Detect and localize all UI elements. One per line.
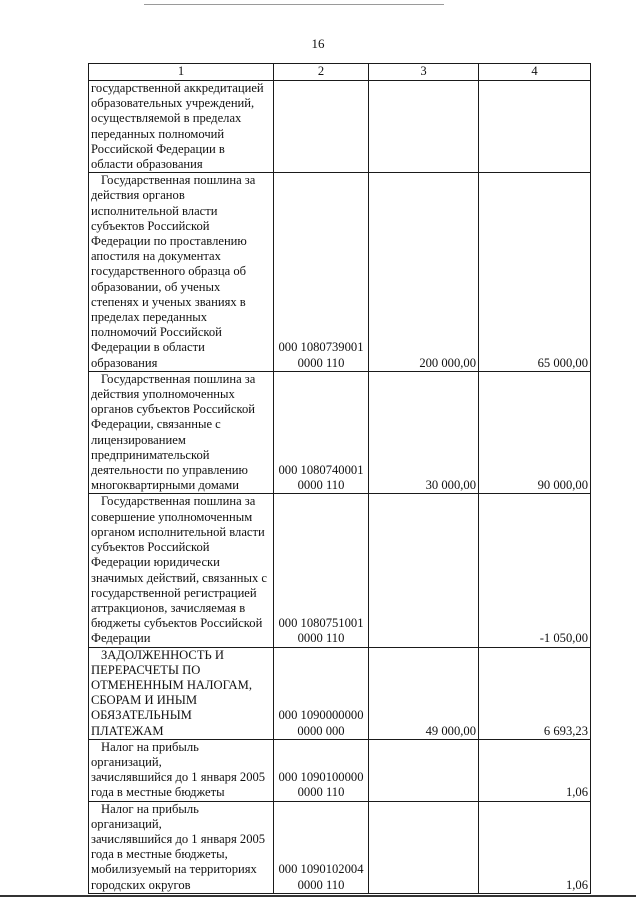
- name-line: апостиля на документах: [91, 249, 221, 264]
- row-value3-cell: [369, 494, 479, 647]
- name-line: городских округов: [91, 877, 191, 892]
- column-header-3: 3: [369, 64, 479, 81]
- table-row: [89, 494, 591, 647]
- row-name-cell: [89, 494, 274, 647]
- name-line: зачислявшийся до 1 января 2005: [91, 831, 266, 846]
- code-line: 000 1080739001: [278, 340, 364, 355]
- name-line: зачислявшийся до 1 января 2005: [91, 770, 266, 785]
- table-row: [89, 173, 591, 372]
- code-line: 0000 110: [297, 877, 345, 892]
- name-line: органов субъектов Российской: [91, 402, 255, 417]
- row-code-cell: [274, 739, 369, 801]
- name-line: значимых действий, связанных с: [91, 570, 268, 585]
- row-code-cell: [274, 801, 369, 893]
- row-value4-cell: 6 693,23: [479, 647, 591, 739]
- name-line: образования: [91, 355, 158, 370]
- row-name-cell: [89, 647, 274, 739]
- name-line: совершение уполномоченным: [91, 509, 253, 524]
- code-line: 000 1090102004: [278, 862, 364, 877]
- name-line: предпринимательской: [91, 447, 210, 462]
- name-line: мобилизуемый на территориях: [91, 862, 257, 877]
- table-row: [89, 647, 591, 739]
- name-line: исполнительной власти: [91, 203, 218, 218]
- row-name-cell: [89, 173, 274, 372]
- table-row: [89, 81, 591, 173]
- name-line: Государственная пошлина за: [101, 494, 256, 509]
- code-line: 0000 110: [297, 785, 345, 800]
- code-line: 0000 110: [297, 631, 345, 646]
- name-line: Российской Федерации в: [91, 141, 225, 156]
- name-line: аттракционов, зачисляемая в: [91, 600, 246, 615]
- name-line: действия уполномоченных: [91, 387, 235, 402]
- name-line: Федерации по проставлению: [91, 234, 247, 249]
- name-line: ОБЯЗАТЕЛЬНЫМ: [91, 708, 192, 723]
- name-line: образовательных учреждений,: [91, 96, 255, 111]
- code-line: 000 1090100000: [278, 770, 364, 785]
- row-code-cell: [274, 494, 369, 647]
- name-line: государственной регистрацией: [91, 585, 257, 600]
- name-line: Государственная пошлина за: [101, 371, 256, 386]
- name-line: ОТМЕНЕННЫМ НАЛОГАМ,: [91, 677, 252, 692]
- row-value3-cell: [369, 81, 479, 173]
- row-value4-cell: -1 050,00: [479, 494, 591, 647]
- name-line: пределах переданных: [91, 310, 208, 325]
- name-line: государственной аккредитацией: [91, 81, 264, 95]
- name-line: ЗАДОЛЖЕННОСТЬ И: [101, 647, 224, 662]
- code-line: 000 1090000000: [278, 708, 364, 723]
- name-line: Федерации в области: [91, 340, 205, 355]
- row-value3-cell: 30 000,00: [369, 371, 479, 494]
- name-line: года в местные бюджеты,: [91, 847, 228, 862]
- revenue-table: [88, 63, 591, 894]
- row-value4-cell: 65 000,00: [479, 173, 591, 372]
- code-line: 0000 110: [297, 355, 345, 370]
- row-value3-cell: 49 000,00: [369, 647, 479, 739]
- name-line: деятельности по управлению: [91, 463, 248, 478]
- name-line: степенях и ученых званиях в: [91, 294, 246, 309]
- code-line: 000 1080751001: [278, 616, 364, 631]
- row-code-cell: [274, 371, 369, 494]
- row-value4-cell: [479, 81, 591, 173]
- column-header-2: 2: [274, 64, 369, 81]
- name-line: государственного образца об: [91, 264, 247, 279]
- table-row: [89, 739, 591, 801]
- name-line: Федерации: [91, 631, 151, 646]
- bottom-scan-edge: [0, 895, 636, 897]
- name-line: органом исполнительной власти: [91, 524, 265, 539]
- name-line: области образования: [91, 157, 203, 172]
- name-line: лицензированием: [91, 432, 186, 447]
- name-line: Налог на прибыль организаций,: [91, 801, 199, 831]
- name-line: осуществляемой в пределах: [91, 111, 242, 126]
- name-line: образовании, об ученых: [91, 279, 221, 294]
- column-header-4: 4: [479, 64, 591, 81]
- row-value4-cell: 1,06: [479, 739, 591, 801]
- row-value4-cell: 90 000,00: [479, 371, 591, 494]
- name-line: Федерации юридически: [91, 555, 220, 570]
- name-line: полномочий Российской: [91, 325, 222, 340]
- name-line: бюджеты субъектов Российской: [91, 616, 263, 631]
- name-line: ПЕРЕРАСЧЕТЫ ПО: [91, 662, 201, 677]
- name-line: Государственная пошлина за: [101, 173, 256, 188]
- header-row: [89, 64, 591, 81]
- row-value3-cell: [369, 739, 479, 801]
- table-row: [89, 801, 591, 893]
- row-name-cell: [89, 81, 274, 173]
- name-line: субъектов Российской: [91, 218, 210, 233]
- row-code-cell: [274, 81, 369, 173]
- top-scan-rule: [144, 4, 444, 5]
- row-code-cell: [274, 173, 369, 372]
- row-value4-cell: 1,06: [479, 801, 591, 893]
- name-line: года в местные бюджеты: [91, 785, 225, 800]
- row-value3-cell: [369, 801, 479, 893]
- row-code-cell: [274, 647, 369, 739]
- name-line: СБОРАМ И ИНЫМ: [91, 693, 198, 708]
- name-line: Федерации, связанные с: [91, 417, 221, 432]
- row-name-cell: [89, 739, 274, 801]
- name-line: субъектов Российской: [91, 540, 210, 555]
- column-header-1: 1: [89, 64, 274, 81]
- code-line: 0000 110: [297, 478, 345, 493]
- name-line: ПЛАТЕЖАМ: [91, 723, 164, 738]
- row-name-cell: [89, 801, 274, 893]
- page-number: 16: [311, 36, 325, 51]
- name-line: Налог на прибыль организаций,: [91, 739, 199, 769]
- name-line: многоквартирными домами: [91, 478, 240, 493]
- row-name-cell: [89, 371, 274, 494]
- table-row: [89, 371, 591, 494]
- name-line: действия органов: [91, 188, 185, 203]
- code-line: 0000 000: [297, 723, 345, 738]
- name-line: переданных полномочий: [91, 126, 225, 141]
- code-line: 000 1080740001: [278, 463, 364, 478]
- row-value3-cell: 200 000,00: [369, 173, 479, 372]
